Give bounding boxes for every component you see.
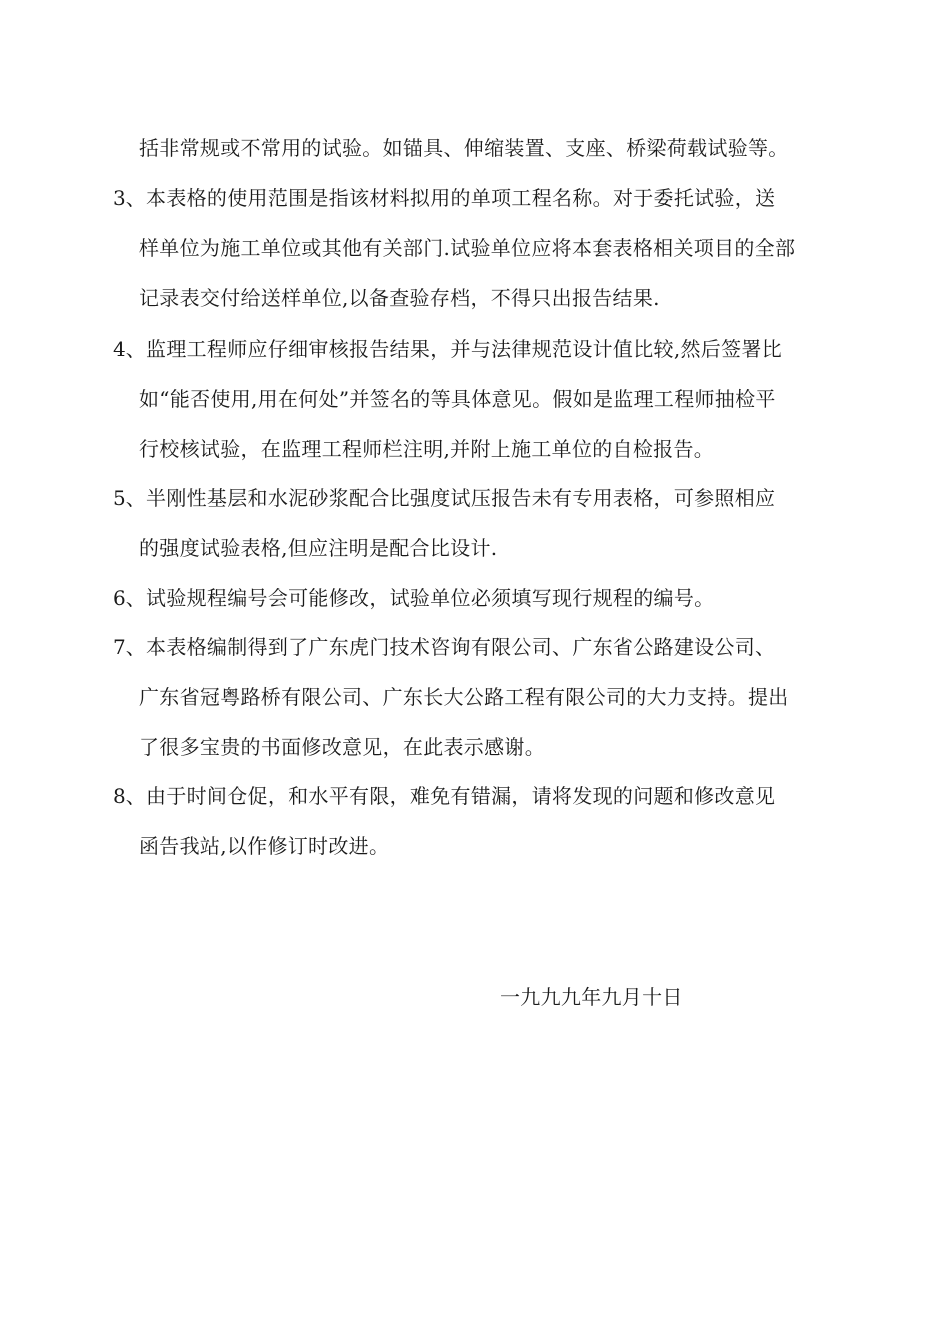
- item-3-line-3: 记录表交付给送样单位,以备查验存档，不得只出报告结果.: [139, 286, 660, 310]
- item-number: 6: [113, 586, 126, 610]
- document-date: 一九九九年九月十日: [500, 985, 683, 1009]
- item-4-line-2: 如“能否使用,用在何处”并签名的等具体意见。假如是监理工程师抽检平: [139, 387, 776, 411]
- item-number: 8: [113, 784, 126, 808]
- item-7-line-1: [113, 634, 775, 660]
- item-number: 4: [113, 337, 126, 361]
- item-text: 、半刚性基层和水泥砂浆配合比强度试压报告未有专用表格，可参照相应: [125, 486, 776, 510]
- item-8-line-2: 函告我站,以作修订时改进。: [139, 834, 390, 858]
- item-text: 、本表格的使用范围是指该材料拟用的单项工程名称。对于委托试验，送: [125, 186, 776, 210]
- item-number: 7: [113, 635, 126, 659]
- item-7-line-2: 广东省冠粤路桥有限公司、广东长大公路工程有限公司的大力支持。提出: [139, 685, 789, 709]
- item-3-line-1: [113, 185, 775, 211]
- item-4-line-1: [113, 336, 782, 362]
- item-text: 、本表格编制得到了广东虎门技术咨询有限公司、广东省公路建设公司、: [125, 635, 776, 659]
- item-text: 、监理工程师应仔细审核报告结果，并与法律规范设计值比较,然后签署比: [125, 337, 782, 361]
- item-text: 、试验规程编号会可能修改，试验单位必须填写现行规程的编号。: [125, 586, 715, 610]
- item-text: 、由于时间仓促，和水平有限，难免有错漏，请将发现的问题和修改意见: [125, 784, 776, 808]
- item-number: 5: [113, 486, 126, 510]
- item-7-line-3: 了很多宝贵的书面修改意见，在此表示感谢。: [139, 735, 545, 759]
- item-4-line-3: 行校核试验，在监理工程师栏注明,并附上施工单位的自检报告。: [139, 437, 715, 461]
- item-number: 3: [113, 186, 126, 210]
- item-8-line-1: [113, 783, 775, 809]
- item-5-line-2: 的强度试验表格,但应注明是配合比设计.: [139, 536, 498, 560]
- item-3-line-2: 样单位为施工单位或其他有关部门.试验单位应将本套表格相关项目的全部: [139, 236, 796, 260]
- item-6-line-1: [113, 585, 714, 611]
- item-5-line-1: [113, 485, 775, 511]
- intro-continuation-line: 括非常规或不常用的试验。如锚具、伸缩装置、支座、桥梁荷载试验等。: [139, 136, 789, 160]
